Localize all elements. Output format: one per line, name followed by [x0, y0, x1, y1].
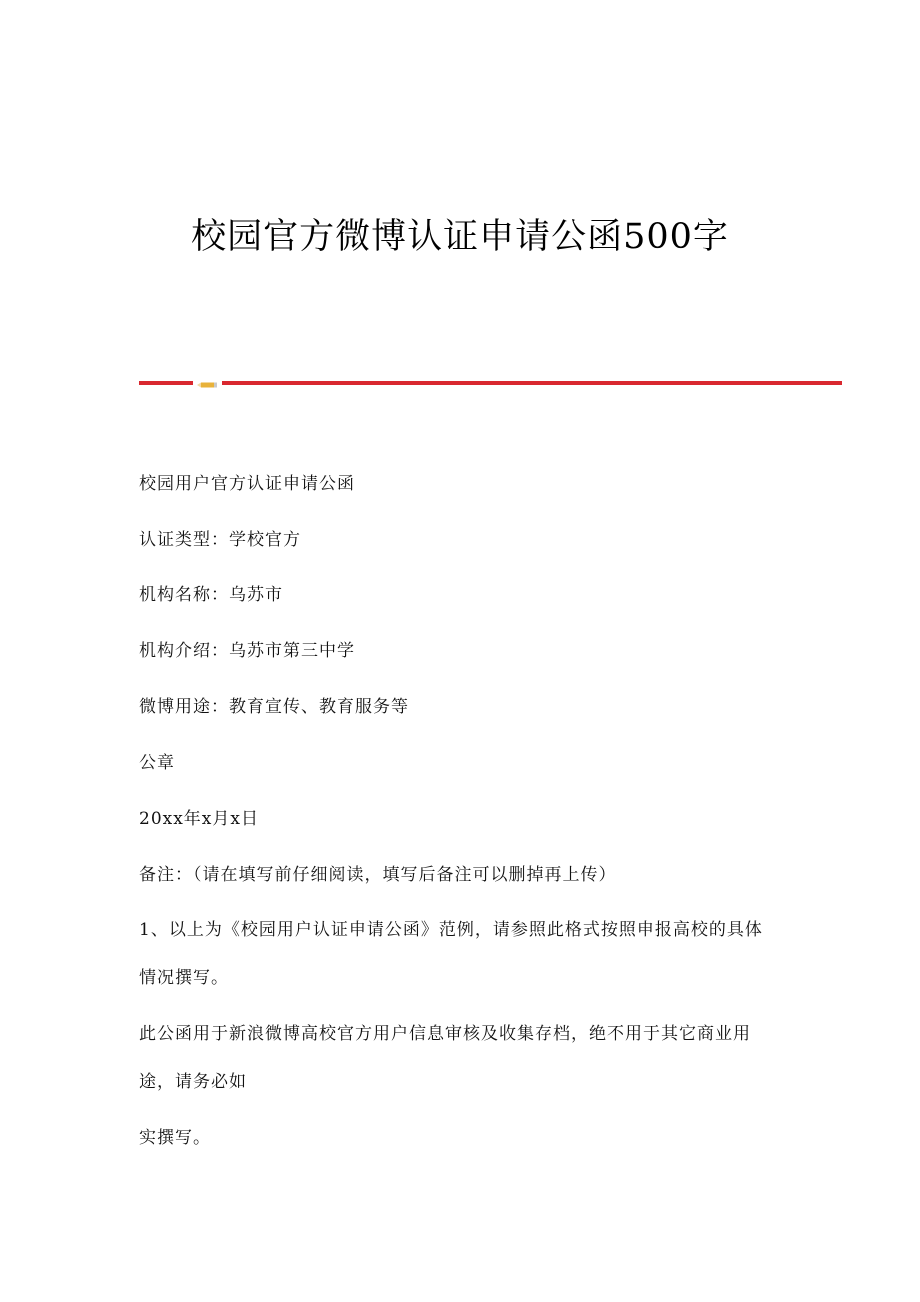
- pencil-icon: [197, 382, 217, 388]
- certification-type: 认证类型：学校官方: [139, 530, 301, 550]
- organization-name: 机构名称：乌苏市: [139, 585, 283, 605]
- letter-heading: 校园用户官方认证申请公函: [139, 474, 355, 494]
- remarks: 备注：（请在填写前仔细阅读，填写后备注可以删掉再上传）: [139, 865, 617, 885]
- note-1-line-1: 1、以上为《校园用户认证申请公函》范例，请参照此格式按照申报高校的具体: [139, 920, 763, 940]
- weibo-purpose: 微博用途：教育宣传、教育服务等: [139, 697, 409, 717]
- note-1-line-2: 情况撰写。: [139, 968, 229, 988]
- usage-statement-line-3: 实撰写。: [139, 1128, 211, 1148]
- date-line: 20xx年x月x日: [139, 809, 259, 829]
- organization-intro: 机构介绍：乌苏市第三中学: [139, 641, 355, 661]
- divider-left-segment: [139, 381, 193, 385]
- title-divider: [139, 378, 842, 390]
- usage-statement-line-1: 此公函用于新浪微博高校官方用户信息审核及收集存档，绝不用于其它商业用: [139, 1024, 751, 1044]
- document-title: 校园官方微博认证申请公函500字: [191, 217, 729, 257]
- divider-right-segment: [222, 381, 842, 385]
- usage-statement-line-2: 途，请务必如: [139, 1072, 247, 1092]
- official-seal: 公章: [139, 753, 175, 773]
